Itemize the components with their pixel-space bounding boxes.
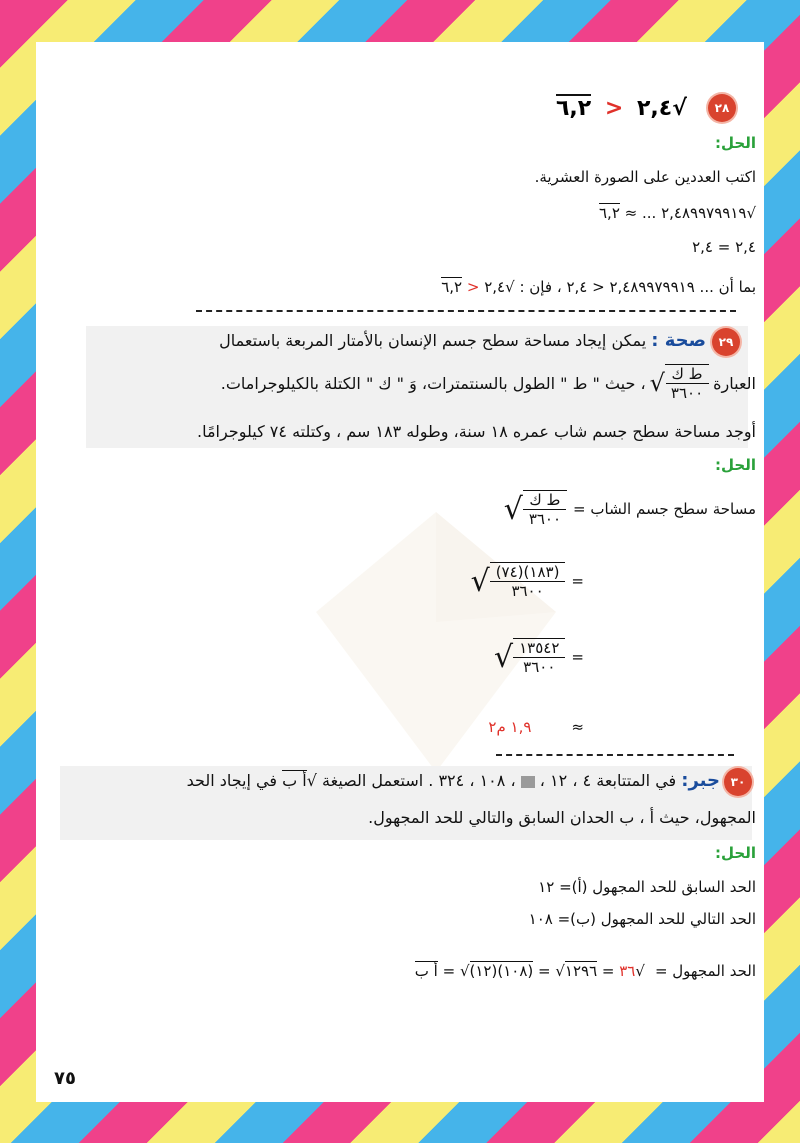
q29-step1: مساحة سطح جسم الشاب = √ $\frac{\text{ط ك}}{٣٦٠٠}$	[503, 491, 756, 528]
radical-icon: √	[746, 204, 756, 222]
q28-line4: بما أن ... ٢,٤٨٩٩٧٩٩١٩ < ٢,٤ ، فإن : ٢,٤ < ٦,٢ √	[441, 278, 756, 296]
question-number-text: ٢٨	[714, 101, 730, 115]
divider	[496, 754, 734, 756]
page	[36, 42, 764, 1102]
q29-answer: ≈ ١,٩ م٢	[488, 718, 584, 736]
q28-root-value: ٦,٢	[556, 96, 592, 121]
divider	[196, 310, 736, 312]
radical-icon: √	[555, 962, 565, 980]
question-number-30: ٣٠	[724, 768, 752, 796]
solution-label: الحل:	[715, 844, 756, 862]
solution-label: الحل:	[715, 134, 756, 152]
radical-icon: √	[635, 962, 645, 980]
page-number: ٧٥	[54, 1068, 76, 1089]
q29-line2: العبارة √ $\frac{\text{ط ك}}{٣٦٠٠}$ ، حيث " ط " الطول بالسنتمترات، وَ " ك " الكتلة بالكيلوجرامات.	[220, 365, 756, 402]
q29-line3: أوجد مساحة سطح جسم شاب عمره ١٨ سنة، وطوله ١٨٣ سم ، وكتلته ٧٤ كيلوجرامًا.	[197, 422, 756, 441]
radical-icon: √	[459, 962, 470, 980]
solution-label: الحل:	[715, 456, 756, 474]
q30-final: الحد المجهول = ٣٦ = ١٢٩٦√ = (١٠٨)(١٢)√ = أ ب √	[414, 962, 756, 980]
q30-prev-term: الحد السابق للحد المجهول (أ)= ١٢	[538, 878, 756, 896]
q30-line2: المجهول، حيث أ ، ب الحدان السابق والتالي للحد المجهول.	[368, 808, 756, 827]
question-number-29: ٢٩	[712, 328, 740, 356]
q28-left-value: ٢,٤	[637, 96, 673, 121]
q29-step3: = √ $\frac{١٣٥٤٢}{٣٦٠٠}$	[494, 639, 584, 676]
radical-icon: √	[494, 639, 514, 675]
radical-icon: √	[306, 771, 317, 790]
q28-line3: ٢,٤ = ٢,٤	[692, 238, 756, 256]
q28-line1: اكتب العددين على الصورة العشرية.	[534, 168, 756, 186]
q28-problem	[556, 96, 687, 121]
q30-line1: جبر: في المتتابعة ٤ ، ١٢ ، ، ١٠٨ ، ٣٢٤ . استعمل الصيغة أ ب√ في إيجاد الحد	[186, 770, 720, 791]
q29-line1: صحة : يمكن إيجاد مساحة سطح جسم الإنسان بالأمتار المربعة باستعمال	[219, 330, 706, 351]
q29-step2: = √ $\frac{(٧٤)(١٨٣)}{٣٦٠٠}$	[470, 563, 584, 600]
radical-icon: √	[649, 369, 665, 397]
radical-icon: √	[470, 563, 490, 599]
radical-icon: √	[505, 278, 515, 296]
q30-next-term: الحد التالي للحد المجهول (ب)= ١٠٨	[528, 910, 756, 928]
q28-operator: <	[604, 96, 624, 121]
q28-line2: ٢,٤٨٩٩٧٩٩١٩ ... ≈ ٦,٢ √	[599, 204, 756, 222]
placeholder-square-icon	[521, 776, 535, 788]
radical-icon: √	[503, 491, 523, 527]
question-number-28	[708, 94, 736, 122]
radical-icon: √	[672, 96, 687, 121]
